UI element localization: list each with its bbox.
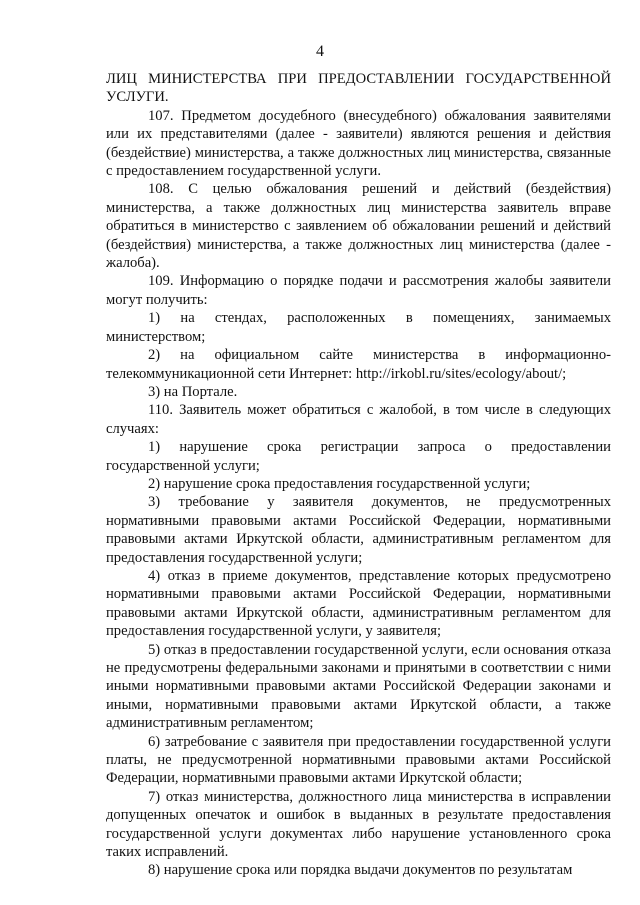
paragraph-110: 110. Заявитель может обратиться с жалобой, в том числе в следующих случаях: xyxy=(106,402,611,437)
list-item-109-3: 3) на Портале. xyxy=(148,383,238,400)
list-item-110-5: 5) отказ в предоставлении государственной услуги, если основания отказа не предусмотрены федеральными законами и принятыми в соответствии с ними иными нормативными правовыми актами Российской Федерации законами и иными, нормативными правовыми актами Иркутской области, а также административным регламентом; xyxy=(106,641,611,732)
section-heading-line-2: УСЛУГИ. xyxy=(106,89,169,106)
list-item-110-2: 2) нарушение срока предоставления государственной услуги; xyxy=(148,475,531,492)
list-item-110-8: 8) нарушение срока или порядка выдачи документов по результатам xyxy=(148,862,573,879)
list-item-110-4: 4) отказ в приеме документов, представление которых предусмотрено нормативными правовыми актами Российской Федерации, нормативными правовыми актами Иркутской области, административным регламентом для предоставления государственной услуги, у заявителя; xyxy=(106,567,611,640)
paragraph-109: 109. Информацию о порядке подачи и рассмотрения жалобы заявители могут получить: xyxy=(106,273,611,308)
document-body xyxy=(106,70,611,880)
list-item-109-1: 1) на стендах, расположенных в помещениях, занимаемых министерством; xyxy=(106,310,611,345)
paragraph-107: 107. Предметом досудебного (внесудебного) обжалования заявителями или их представителями (далее - заявители) являются решения и действия (бездействие) министерства, а также должностных лиц министерства, связанные с предоставлением государственной услуги. xyxy=(106,107,611,180)
list-item-110-1: 1) нарушение срока регистрации запроса о предоставлении государственной услуги; xyxy=(106,439,611,474)
list-item-110-3: 3) требование у заявителя документов, не предусмотренных нормативными правовыми актами Российской Федерации, нормативными правовыми актами Иркутской области, административным регламентом для предоставления государственной услуги; xyxy=(106,494,611,566)
paragraph-108: 108. С целью обжалования решений и действий (бездействия) министерства, а также должностных лиц министерства заявитель вправе обратиться в министерство с заявлением об обжаловании решений и действий (бездействия) министерства, а также должностных лиц министерства (далее - жалоба). xyxy=(106,181,611,272)
list-item-110-6: 6) затребование с заявителя при предоставлении государственной услуги платы, не предусмотренной нормативными правовыми актами Российской Федерации, нормативными правовыми актами Иркутской области; xyxy=(106,733,611,787)
page-number: 4 xyxy=(316,43,324,60)
section-heading-line-1: ЛИЦ МИНИСТЕРСТВА ПРИ ПРЕДОСТАВЛЕНИИ ГОСУДАРСТВЕННОЙ xyxy=(106,71,611,87)
list-item-110-7: 7) отказ министерства, должностного лица министерства в исправлении допущенных опечаток и ошибок в выданных в результате предоставления государственной услуги документах либо нарушение установленного срока таких исправлений. xyxy=(106,788,611,861)
list-item-109-2: 2) на официальном сайте министерства в информационно-телекоммуникационной сети Интернет: http://irkobl.ru/sites/ecology/about/; xyxy=(106,347,611,382)
